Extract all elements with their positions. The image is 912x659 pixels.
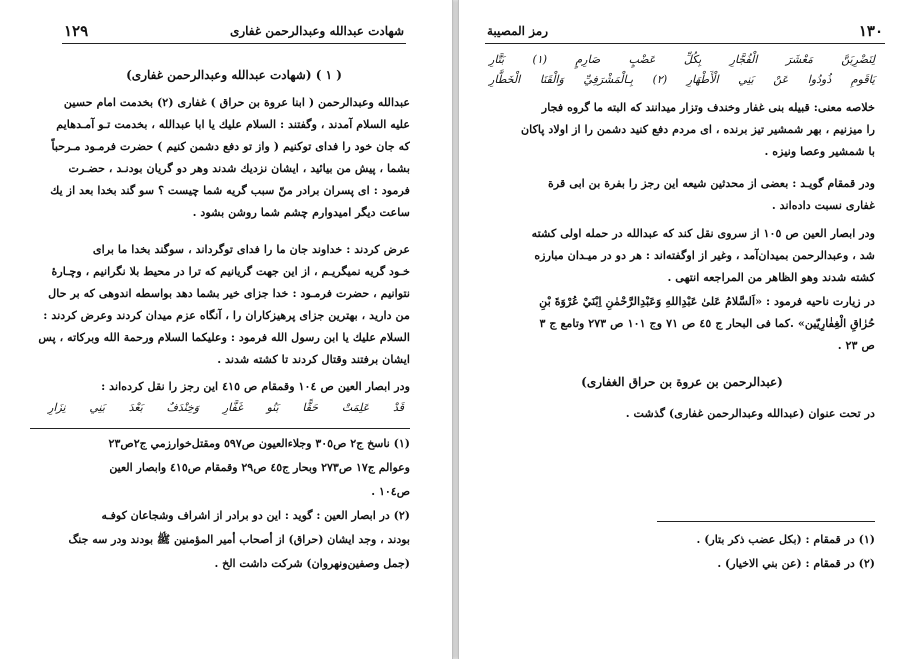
right-page	[458, 0, 912, 659]
text-line: ودر ابصار العين ص ١٠٥ از سروى نقل كند كه عبدالله در حمله اولى كشته	[531, 226, 875, 240]
text-line: السلام عليك يا ابن رسول الله فرمود : وعليكما السلام ورحمة الله وبركاته ، پس	[38, 330, 410, 344]
text-line: را ميزنيم ، بهر شمشير تيز برنده ، اى مردم دفع كنيد دشمن را از اولاد پاكان	[520, 122, 875, 136]
verse-word: بِـالْمَشْرَفِيِّ	[583, 73, 634, 86]
text-line: خلاصه معنى: قبيله بنى غفار وخندف وتزار ميدانند كه البته ما گروه فجار	[541, 100, 875, 114]
text-line: عرض كردند : خداوند جان ما را فداى توگرداند ، سوگند بخدا ما براى	[92, 242, 410, 256]
text-line: حُرٰاقِ الْغِفٰارِيّين» .كما فى البحار ج ٤٥ ص ٧١ وج ١٠١ ص ٢٧٣ وتامع ج ٣	[539, 316, 875, 330]
footnote-rule	[657, 521, 875, 522]
running-title: شهادت عبدالله وعبدالرحمن غفارى	[229, 24, 404, 38]
poem-intro: ودر ابصار العين ص ١٠٤ وقمقام ص ٤١٥ اين رجز را نقل كرده‌اند :	[101, 379, 410, 393]
verse-word: وَخِنْدَفٌ	[166, 401, 200, 414]
text-line: خـود گريه نميگريـم ، از اين جهت گريانيم كه ترا در محيط بلا نگرانيم ، وچـارهٔ	[51, 264, 410, 278]
footnote-line: (٢) در قمقام : (عن بني الاخيار) .	[717, 557, 875, 570]
header-rule	[485, 43, 885, 44]
footnote-line: (١) در قمقام : (بكل عضب ذكر بتار) .	[696, 533, 875, 546]
text-line: نتوانيم ، حضرت فرمـود : خدا جزاى خير بشما دهد بواسطه اندوهى كه بر حال	[48, 286, 410, 300]
verse-word: مَعْشَرَ	[785, 53, 813, 66]
verse-block	[489, 50, 875, 90]
right-page-header	[487, 22, 883, 40]
verse-line	[30, 397, 410, 419]
paragraph-1	[30, 91, 410, 223]
text-line: ايشان برفتند وقتال كردند تا كشته شدند .	[217, 352, 410, 366]
section-title: (شهادت عبدالله وعبدالرحمن غفارى) ( ۱ )	[126, 68, 342, 82]
verse-word: بَعْدَ	[128, 401, 143, 414]
verse-word: غَفَّارِ	[222, 401, 243, 414]
footnote-line: (جمل وصفين‌ونهروان) شركت داشت الخ .	[214, 557, 410, 570]
text-line: غفارى نسبت داده‌اند .	[771, 198, 875, 212]
verse-word: عَضْبٍ	[628, 53, 656, 66]
text-line: كه جان خود را فداى توكنيم ( واز تو دفع دشمن كنيم ) حضرت فرمـود مـرحباً	[51, 139, 410, 153]
section-title: (عبدالرحمن بن عروة بن حراق الغفارى)	[581, 375, 783, 389]
page-number: ١٢٩	[64, 22, 89, 40]
footnote-line: بودند ، وجد ايشان (حراق) از أصحاب أمير المؤمنين ﷺ بودند ودر سه جنگ	[68, 533, 410, 546]
verse-word: بَتَّارِ	[489, 53, 505, 66]
footnote-line: (٢) در ابصار العين : گويد : اين دو برادر از اشراف وشجاعان كوفـه	[101, 509, 410, 522]
verse-word: قَدْ	[392, 401, 404, 414]
paragraph-2	[30, 238, 410, 370]
section-text: در تحت عنوان (عبدالله وعبدالرحمن غفارى) گذشت .	[625, 406, 875, 420]
text-line: ساعت ديگر اميدوارم چشم شما روشن بشود .	[192, 205, 410, 219]
verse-word: بَنِي	[89, 401, 105, 414]
verse-word: نِزَارِ	[48, 401, 66, 414]
verse-line	[489, 70, 875, 90]
footnote-rule	[30, 428, 410, 429]
text-line: ودر قمقام گويـد : بعضى از محدثين شيعه اين رجز را بفرة بن ابى قرة	[547, 176, 875, 190]
text-line: ص ٢٣ .	[837, 338, 875, 352]
verse-word: حَقًّا	[302, 401, 319, 414]
footnote-line: (١) ناسخ ج٢ ص٣٠٥ وجلاءالعيون ص٥٩٧ ومقتل‌خوارزمي ج٢ص٢٣	[108, 437, 410, 450]
text-line: فرمود : اى پسران برادر منّ سبب گريه شما چيست ؟ سو گند بخدا بعد از يك	[50, 183, 410, 197]
verse-word: صَارِمٍ	[575, 53, 601, 66]
verse-word: بَنِي	[738, 73, 754, 86]
text-line: بشما ، پيش من بيائيد ، ايشان نزديك شدند وهر دو گريان بودنـد ، حضـرت	[68, 161, 410, 175]
header-rule	[62, 43, 406, 44]
verse-word: عَلِمَتْ	[341, 401, 370, 414]
verse-word: عَنْ	[773, 73, 789, 86]
absar-paragraph	[489, 222, 875, 288]
text-line: من داريد ، بهترين جزاى پرهيزكاران را ، آنگاه عزم ميدان كردند وعرض كردند :	[43, 308, 410, 322]
poem-block	[30, 375, 410, 419]
verse-word: بَنُو	[266, 401, 279, 414]
text-line: در زيارت ناحيه فرمود : «اَلسَّلامُ عَلىٰ عَبْدِاللهِ وَعَبْدِالرَّحْمٰنِ اِبْنَيْ عُرْوَةَ بْنِ	[539, 294, 875, 308]
verse-word: وَالْقَنَا	[539, 73, 564, 86]
right-footnotes	[489, 528, 875, 576]
left-page	[0, 0, 453, 659]
verse-word: (١)	[532, 53, 547, 66]
text-line: عليه السلام آمدند ، وگفتند : السلام عليك يا ابا عبدالله ، بخدمت تـو آمـدهايم	[56, 117, 410, 131]
running-title: رمز المصيبة	[487, 24, 549, 38]
ziyarat-paragraph	[489, 290, 875, 356]
verse-word: (٢)	[652, 73, 668, 86]
text-line: شد ، وعبدالرحمن بميدان‌آمد ، وغير از اوگفته‌اند : هر دو در ميـدان مبارزه	[534, 248, 875, 262]
qamqam-paragraph	[489, 172, 875, 216]
left-page-header	[64, 22, 404, 40]
khulasa-paragraph	[489, 96, 875, 162]
verse-word: لِنَضْرِبَنَّ	[841, 53, 875, 66]
verse-word: الْفُجَّارِ	[729, 53, 758, 66]
verse-line	[489, 50, 875, 70]
text-line: كشته شدند وهو الظاهر من المراجعه انتهى .	[667, 270, 875, 284]
footnote-line: ص١٠٤ .	[371, 485, 410, 498]
verse-word: الْأَطْهَارِ	[686, 73, 719, 86]
left-footnotes	[30, 432, 410, 576]
page-number: ١٣٠	[858, 22, 883, 40]
verse-word: يَاقَومِ	[850, 73, 875, 86]
verse-word: الْخَطَّارِ	[489, 73, 521, 86]
footnote-line: وعوالم ج١٧ ص٢٧٣ وبحار ج٤٥ ص٢٩ وقمقام ص٤١٥ وابصار العين	[109, 461, 410, 474]
text-line: با شمشير وعصا ونيزه .	[764, 144, 875, 158]
verse-word: بِكُلِّ	[683, 53, 702, 66]
text-line: عبدالله وعبدالرحمن ( ابنا عروة بن حراق ) غفارى (٢) بخدمت امام حسين	[63, 95, 410, 109]
verse-word: ذُودُوا	[807, 73, 832, 86]
